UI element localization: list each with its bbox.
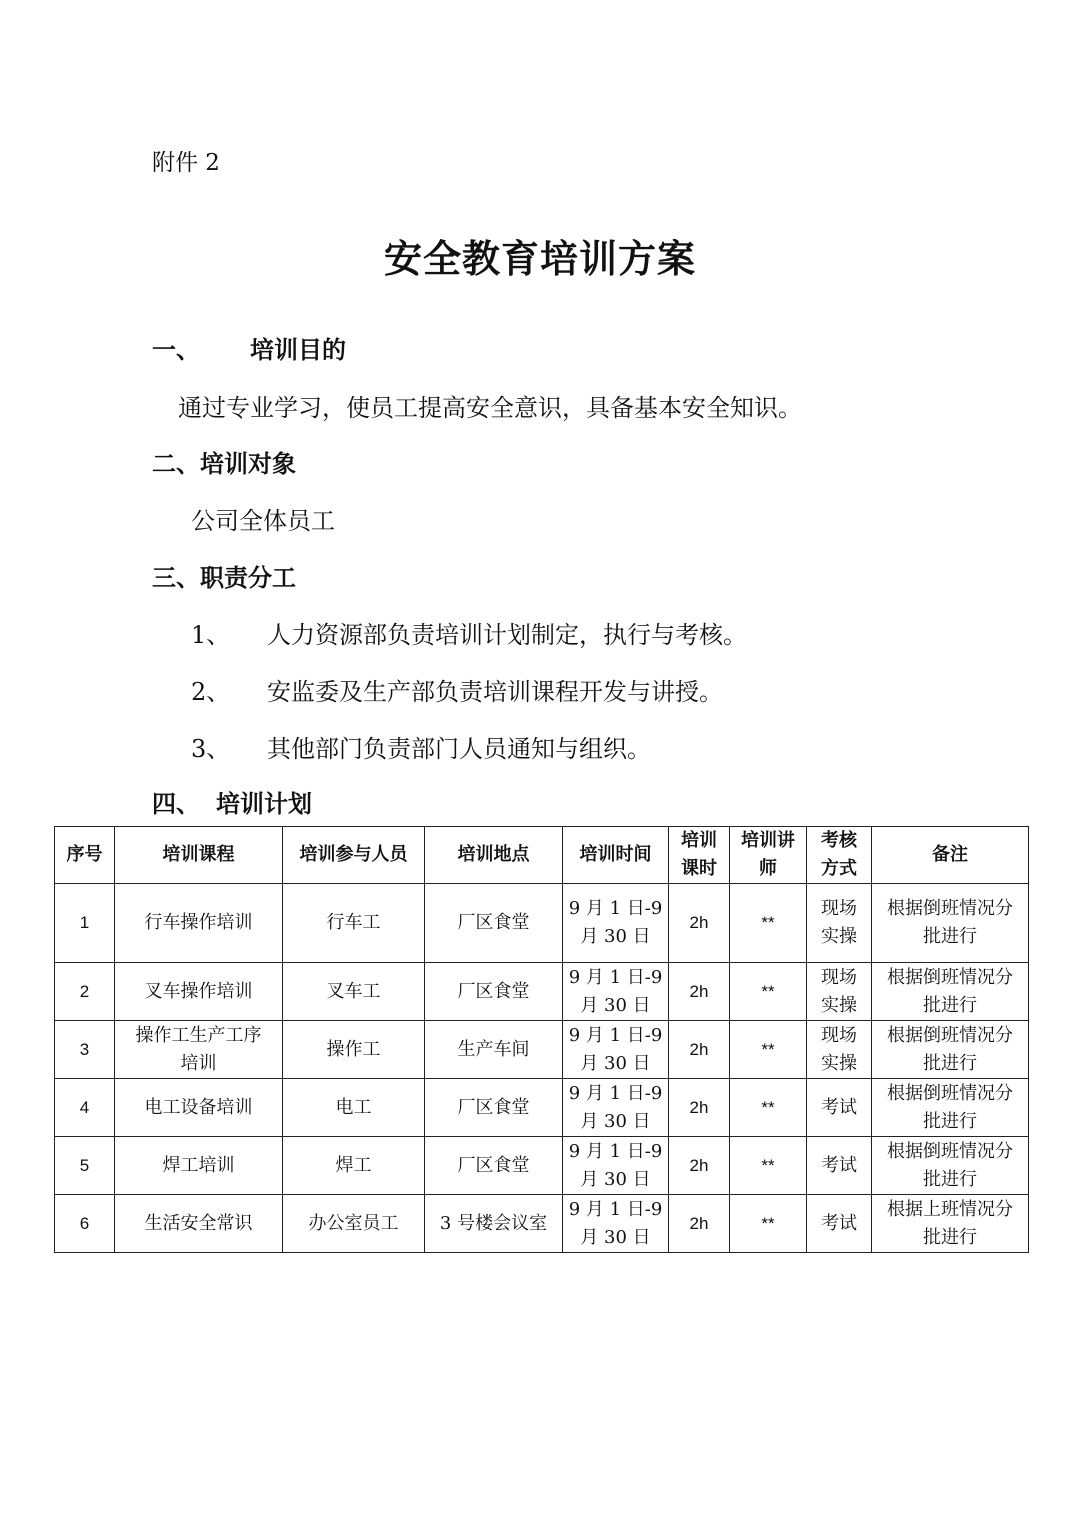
cell-hours: 2h (669, 884, 730, 963)
cell-note (872, 1195, 1029, 1253)
cell-course (115, 1137, 283, 1195)
header-hours (669, 827, 730, 884)
cell-time (563, 1021, 669, 1079)
cell-no: 1 (55, 884, 115, 963)
cell-time-line2: 月 30 日 (580, 926, 651, 947)
cell-no: 3 (55, 1021, 115, 1079)
cell-note-line2: 批进行 (923, 994, 977, 1016)
section-2-title: 培训对象 (200, 449, 296, 478)
header-note: 备注 (872, 827, 1029, 884)
section-1-text: 通过专业学习，使员工提高安全意识，具备基本安全知识。 (178, 394, 802, 422)
duty-item-3-number: 3、 (191, 735, 231, 763)
table-row (55, 1195, 1029, 1253)
cell-people: 操作工 (283, 1021, 425, 1079)
header-course: 培训课程 (115, 827, 283, 884)
duty-item-3-text: 其他部门负责部门人员通知与组织。 (267, 735, 651, 763)
cell-assess-line1: 现场 (821, 1024, 857, 1046)
header-lecturer (730, 827, 807, 884)
cell-note-line1: 根据倒班情况分 (887, 1082, 1013, 1104)
cell-course-line1: 电工设备培训 (144, 1096, 253, 1118)
cell-place: 厂区食堂 (425, 1137, 563, 1195)
training-plan-table (54, 826, 1029, 1253)
cell-place: 生产车间 (425, 1021, 563, 1079)
cell-note-line2: 批进行 (923, 1226, 977, 1248)
cell-course (115, 1021, 283, 1079)
cell-hours: 2h (669, 1195, 730, 1253)
attachment-label: 附件 2 (152, 150, 220, 176)
cell-people: 叉车工 (283, 963, 425, 1021)
cell-course-line1: 生活安全常识 (144, 1212, 253, 1234)
table-row (55, 884, 1029, 963)
table-row (55, 963, 1029, 1021)
section-4-number: 四、 (152, 789, 200, 818)
cell-assess-line2: 实操 (821, 1052, 857, 1074)
cell-time-line2: 月 30 日 (580, 994, 651, 1016)
header-lecturer-line1: 培训讲 (741, 830, 795, 851)
cell-note-line1: 根据倒班情况分 (887, 1140, 1013, 1162)
cell-no: 2 (55, 963, 115, 1021)
header-people: 培训参与人员 (283, 827, 425, 884)
cell-assess-line1: 现场 (821, 966, 857, 988)
header-assess (807, 827, 872, 884)
cell-assess-line2: 实操 (821, 926, 857, 947)
cell-note-line1: 根据上班情况分 (887, 1198, 1013, 1220)
cell-note (872, 1137, 1029, 1195)
cell-people: 办公室员工 (283, 1195, 425, 1253)
header-hours-line1: 培训 (681, 830, 717, 851)
cell-note-line2: 批进行 (923, 1168, 977, 1190)
section-1-title: 培训目的 (250, 335, 346, 364)
cell-time (563, 963, 669, 1021)
section-1-heading (152, 330, 346, 365)
cell-time-line1: 9 月 1 日-9 (568, 1024, 663, 1046)
duty-item-1-text: 人力资源部负责培训计划制定，执行与考核。 (267, 621, 747, 649)
section-2-text: 公司全体员工 (191, 507, 335, 535)
cell-no: 6 (55, 1195, 115, 1253)
table-row (55, 1079, 1029, 1137)
cell-note-line1: 根据倒班情况分 (887, 1024, 1013, 1046)
duty-item-1 (191, 615, 747, 650)
cell-lecturer: ** (730, 1079, 807, 1137)
header-time: 培训时间 (563, 827, 669, 884)
cell-place: 厂区食堂 (425, 1079, 563, 1137)
cell-course-line1: 行车操作培训 (144, 912, 253, 933)
cell-assess-line1: 考试 (821, 1154, 857, 1176)
header-assess-line2: 方式 (821, 858, 857, 879)
section-3-title: 职责分工 (200, 563, 296, 592)
cell-assess-line1: 现场 (821, 898, 857, 919)
cell-people: 电工 (283, 1079, 425, 1137)
cell-course (115, 1195, 283, 1253)
duty-item-1-number: 1、 (191, 621, 231, 649)
section-4-heading (152, 784, 312, 819)
cell-hours: 2h (669, 1137, 730, 1195)
cell-place: 厂区食堂 (425, 884, 563, 963)
cell-time (563, 884, 669, 963)
cell-hours: 2h (669, 1079, 730, 1137)
header-hours-line2: 课时 (681, 858, 717, 879)
cell-note-line1: 根据倒班情况分 (887, 966, 1013, 988)
cell-note (872, 963, 1029, 1021)
cell-time-line2: 月 30 日 (580, 1052, 651, 1074)
cell-time (563, 1195, 669, 1253)
header-lecturer-line2: 师 (759, 858, 777, 879)
header-place: 培训地点 (425, 827, 563, 884)
cell-no: 5 (55, 1137, 115, 1195)
cell-time-line1: 9 月 1 日-9 (568, 966, 663, 988)
cell-time-line1: 9 月 1 日-9 (568, 898, 663, 919)
cell-no: 4 (55, 1079, 115, 1137)
cell-time-line1: 9 月 1 日-9 (568, 1198, 663, 1220)
cell-assess (807, 1195, 872, 1253)
cell-lecturer: ** (730, 1137, 807, 1195)
cell-assess (807, 884, 872, 963)
table-header-row (55, 827, 1029, 884)
cell-hours: 2h (669, 963, 730, 1021)
header-no: 序号 (55, 827, 115, 884)
duty-item-2-number: 2、 (191, 678, 231, 706)
cell-time-line2: 月 30 日 (580, 1168, 651, 1190)
cell-course (115, 1079, 283, 1137)
section-3-number: 三、 (152, 563, 200, 592)
cell-time-line1: 9 月 1 日-9 (568, 1082, 663, 1104)
section-2-heading (152, 444, 296, 479)
cell-assess-line1: 考试 (821, 1212, 857, 1234)
cell-note (872, 1021, 1029, 1079)
cell-note-line2: 批进行 (923, 926, 977, 947)
cell-place: 3 号楼会议室 (425, 1195, 563, 1253)
cell-time-line2: 月 30 日 (580, 1226, 651, 1248)
cell-course-line2: 培训 (180, 1052, 217, 1074)
cell-time (563, 1079, 669, 1137)
cell-place: 厂区食堂 (425, 963, 563, 1021)
cell-assess-line2: 实操 (821, 994, 857, 1016)
section-1-number: 一、 (152, 335, 200, 364)
cell-hours: 2h (669, 1021, 730, 1079)
cell-assess-line1: 考试 (821, 1096, 857, 1118)
cell-time-line2: 月 30 日 (580, 1110, 651, 1132)
section-3-heading (152, 558, 296, 593)
duty-item-2-text: 安监委及生产部负责培训课程开发与讲授。 (267, 678, 723, 706)
cell-note (872, 884, 1029, 963)
cell-people: 行车工 (283, 884, 425, 963)
cell-assess (807, 1079, 872, 1137)
cell-lecturer: ** (730, 1021, 807, 1079)
cell-lecturer: ** (730, 1195, 807, 1253)
cell-course (115, 884, 283, 963)
cell-lecturer: ** (730, 963, 807, 1021)
cell-people: 焊工 (283, 1137, 425, 1195)
duty-item-2 (191, 672, 723, 707)
section-2-number: 二、 (152, 449, 200, 478)
table-row (55, 1137, 1029, 1195)
cell-note-line2: 批进行 (923, 1052, 977, 1074)
duty-item-3 (191, 729, 651, 764)
page-title: 安全教育培训方案 (383, 236, 696, 281)
header-assess-line1: 考核 (821, 830, 857, 851)
cell-course-line1: 叉车操作培训 (144, 980, 253, 1002)
cell-course (115, 963, 283, 1021)
cell-time-line1: 9 月 1 日-9 (568, 1140, 663, 1162)
cell-assess (807, 1021, 872, 1079)
cell-assess (807, 1137, 872, 1195)
cell-note (872, 1079, 1029, 1137)
cell-assess (807, 963, 872, 1021)
cell-note-line2: 批进行 (923, 1110, 977, 1132)
cell-lecturer: ** (730, 884, 807, 963)
cell-note-line1: 根据倒班情况分 (887, 898, 1013, 919)
section-4-title: 培训计划 (216, 789, 312, 818)
cell-course-line1: 焊工培训 (162, 1154, 235, 1176)
cell-time (563, 1137, 669, 1195)
table-row (55, 1021, 1029, 1079)
cell-course-line1: 操作工生产工序 (135, 1024, 262, 1046)
